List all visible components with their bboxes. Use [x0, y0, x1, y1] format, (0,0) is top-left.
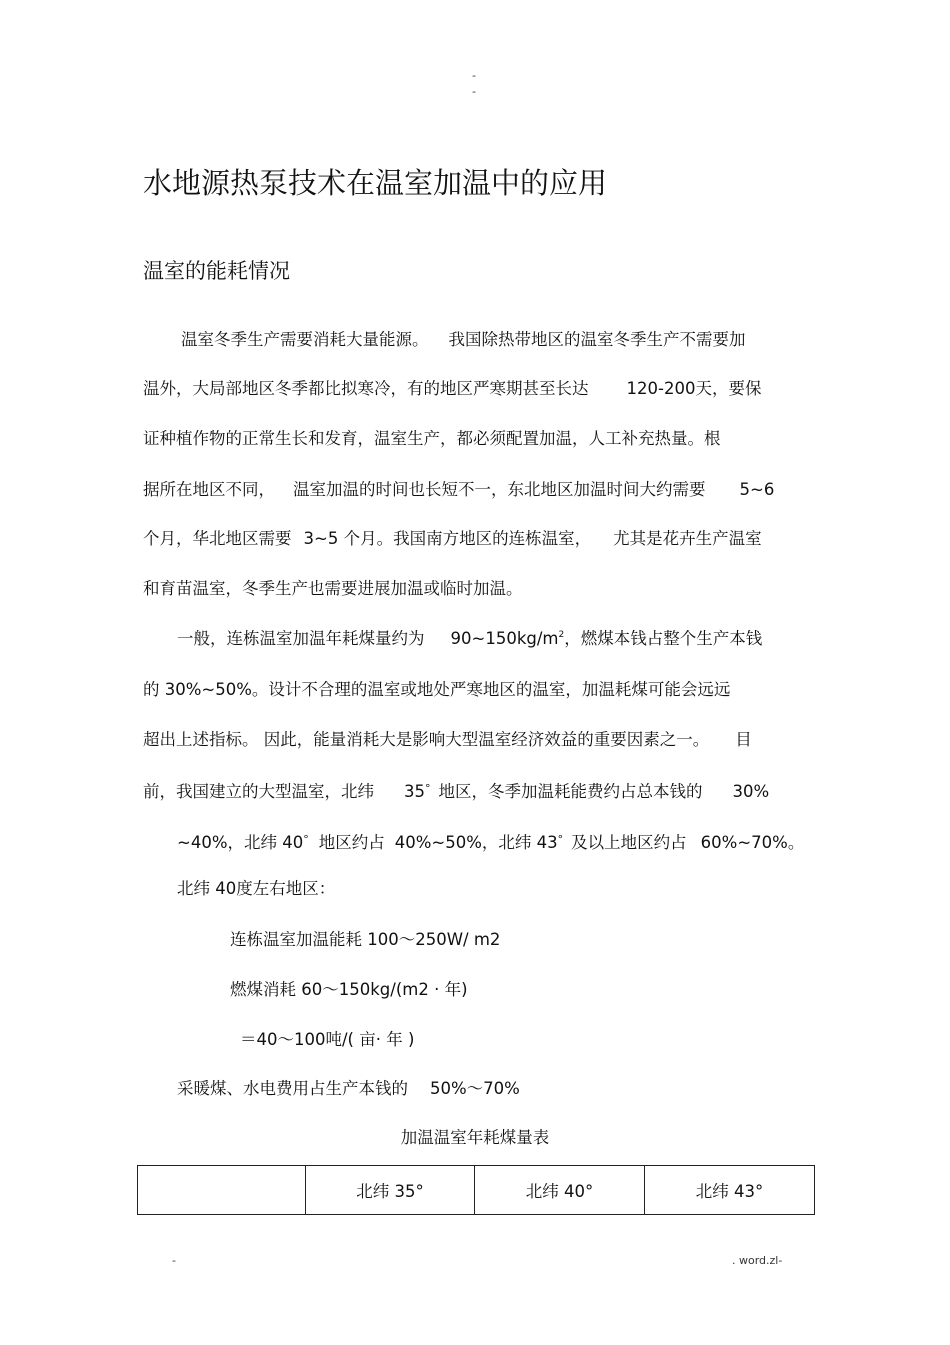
section-title: 温室的能耗情况	[143, 259, 290, 283]
para2-line4	[143, 777, 769, 804]
table-header-cell: 北纬 35°	[306, 1166, 475, 1215]
text-span: 温室冬季生产需要消耗大量能源。	[181, 330, 429, 349]
coal-consumption-table	[137, 1165, 815, 1215]
table-caption: 加温温室年耗煤量表	[400, 1128, 550, 1147]
text-span: 超出上述指标。 因此，能量消耗大是影响大型温室经济效益的重要因素之一。	[143, 730, 710, 749]
text-span: 温室加温的时间也长短不一，东北地区加温时间大约需要	[293, 480, 706, 499]
footer-left: -	[172, 1254, 176, 1267]
para2-line6: 北纬 40度左右地区：	[177, 879, 336, 898]
text-span: 温外，大局部地区冬季都比拟寒冷，有的地区严寒期甚至长达	[143, 379, 589, 398]
para2-line3	[143, 728, 752, 752]
text-span: 30%	[732, 782, 770, 801]
text-span: 及以上地区约占	[571, 833, 687, 852]
para1-line1	[181, 328, 746, 352]
text-span: 地区约占	[318, 833, 385, 852]
degree-mark: °	[425, 782, 431, 795]
text-span: 个月，华北地区需要	[143, 529, 292, 548]
text-span: ，燃煤本钱占整个生产本钱	[564, 629, 763, 648]
table-header-cell: 北纬 40°	[475, 1166, 645, 1215]
spec-coal-per-mu: ＝40～100吨/( 亩· 年 )	[240, 1030, 415, 1049]
text-span: 90~150kg/m	[450, 629, 559, 648]
table-header-row	[138, 1166, 815, 1215]
spec-coal-consumption: 燃煤消耗 60～150kg/(m2 · 年)	[230, 980, 468, 999]
degree-mark: °	[303, 833, 309, 846]
text-span: 一般，连栋温室加温年耗煤量约为	[177, 629, 425, 648]
text-span: 我国除热带地区的温室冬季生产不需要加	[448, 330, 746, 349]
text-span: 120-200天，要保	[626, 379, 762, 398]
text-span: 3~5 个月。我国南方地区的连栋温室，	[303, 529, 592, 548]
header-mark-bottom: -	[472, 85, 476, 98]
text-span: 地区，冬季加温耗能费约占总本钱的	[438, 782, 703, 801]
para1-line4	[143, 478, 774, 502]
table-header-cell	[138, 1166, 306, 1215]
text-span: 前，我国建立的大型温室，北纬	[143, 782, 374, 801]
text-span: 据所在地区不同，	[143, 480, 275, 499]
para1-line6: 和育苗温室，冬季生产也需要进展加温或临时加温。	[143, 579, 523, 598]
text-span: 60%~70%。	[700, 833, 805, 852]
spec-cost-share	[177, 1077, 520, 1101]
text-span: 目	[735, 730, 752, 749]
para1-line2	[143, 377, 761, 401]
para2-line2: 的 30%~50%。设计不合理的温室或地处严寒地区的温室，加温耗煤可能会远远	[143, 680, 731, 699]
text-span: 尤其是花卉生产温室	[613, 529, 762, 548]
para1-line5	[143, 527, 762, 551]
text-span: 50%～70%	[430, 1079, 520, 1098]
text-span: 采暖煤、水电费用占生产本钱的	[177, 1079, 408, 1098]
para2-line1	[177, 627, 762, 651]
text-span: ~40%，北纬 40	[177, 833, 304, 852]
degree-mark: °	[557, 833, 564, 846]
table-header-cell: 北纬 43°	[645, 1166, 815, 1215]
text-span: 35	[404, 782, 425, 801]
para1-line3: 证种植作物的正常生长和发育，温室生产，都必须配置加温，人工补充热量。根	[143, 429, 721, 448]
superscript: 2	[558, 630, 565, 640]
footer-right: . word.zl-	[732, 1254, 783, 1267]
text-span: 5~6	[739, 480, 775, 499]
spec-energy-consumption: 连栋温室加温能耗 100～250W/ m2	[230, 930, 501, 949]
para2-line5	[177, 828, 804, 855]
header-mark-top: -	[472, 69, 476, 82]
text-span: 40%~50%，北纬 43	[394, 833, 558, 852]
document-title: 水地源热泵技术在温室加温中的应用	[143, 166, 608, 200]
